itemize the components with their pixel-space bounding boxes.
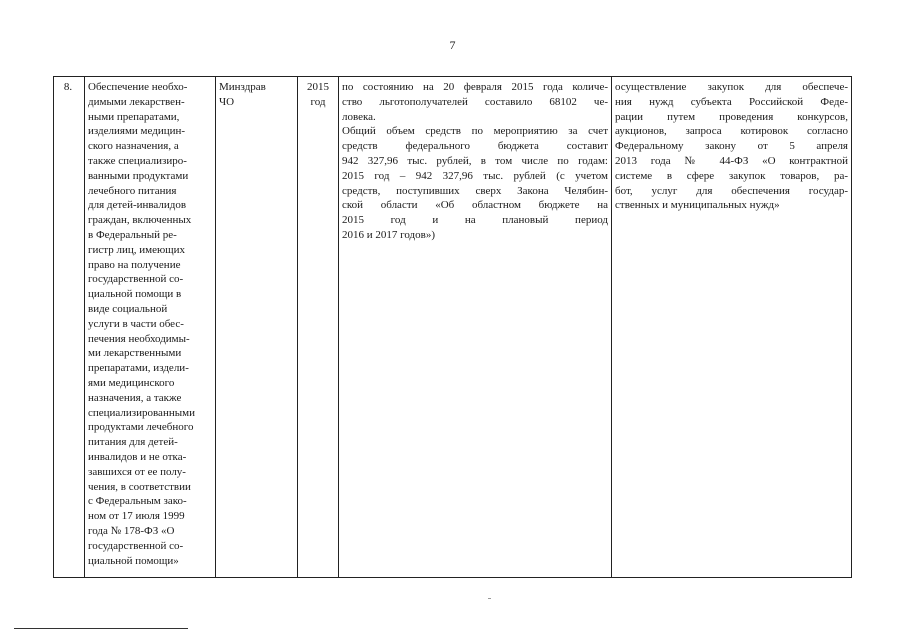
measure-name-line: с Федеральным зако- — [88, 495, 187, 508]
description-line: ской области «Об областном бюджете на — [342, 199, 608, 212]
implementation-method-line: ственных и муниципальных нужд» — [615, 199, 780, 212]
measure-name-line: государственной со- — [88, 273, 184, 286]
implementation-method-line: осуществление закупок для обеспече- — [615, 81, 848, 93]
implementation-method-cell — [612, 77, 852, 578]
row-number-cell — [54, 77, 85, 578]
measure-name-line: года № 178-ФЗ «О — [88, 524, 175, 537]
measure-name-line: ями медицинского — [88, 376, 175, 389]
measure-name-line: лечебного питания — [88, 184, 177, 197]
executor-cell — [216, 77, 298, 578]
implementation-method-line: системе в сфере закупок товаров, ра- — [615, 169, 848, 182]
measure-name-line: циальной помощи» — [88, 554, 179, 567]
description-cell — [339, 77, 612, 578]
page-number: 7 — [449, 38, 456, 52]
executor-line: ЧО — [219, 95, 235, 108]
measure-name-line: печения необходимы- — [88, 332, 190, 345]
measure-name-line: продуктами лечебного — [88, 421, 194, 434]
measure-name-line: Обеспечение необхо- — [88, 81, 188, 93]
implementation-method-line: рации путем проведения конкурсов, — [615, 110, 848, 123]
measure-name-line: в Федеральный ре- — [88, 228, 177, 241]
measure-name-line: право на получение — [88, 258, 181, 271]
description-line: Общий объем средств по мероприятию за счет — [342, 125, 608, 138]
measure-name-line: инвалидов и не отка- — [88, 450, 187, 463]
scan-artifact — [488, 598, 491, 599]
measure-name-line: специализированными — [88, 406, 195, 419]
description-line: по состоянию на 20 февраля 2015 года количе- — [342, 81, 608, 93]
measure-name-line: услуги в части обес- — [88, 317, 184, 330]
table-row — [54, 77, 852, 578]
description-line: средств, поступивших сверх Закона Челябин- — [342, 184, 608, 197]
measure-name-line: чения, в соответствии — [88, 480, 191, 493]
measure-name-line: ми лекарственными — [88, 347, 182, 360]
measure-name-line: ванными продуктами — [88, 169, 189, 182]
description-line: 2015 год и на плановый период — [342, 214, 608, 227]
measure-name-line: изделиями медицин- — [88, 125, 186, 138]
measure-name-cell — [85, 77, 216, 578]
measure-name-line: димыми лекарствен- — [88, 95, 185, 108]
description-line: 2016 и 2017 годов») — [342, 228, 436, 241]
executor-line: Минздрав — [219, 81, 266, 93]
measure-name-line: назначения, а также — [88, 391, 182, 404]
description-line: ство льготополучателей составило 68102 че- — [342, 95, 608, 108]
description-line: 2015 год – 942 327,96 тыс. рублей (с учетом — [342, 169, 608, 182]
measure-name-line: ского назначения, а — [88, 140, 179, 153]
program-table — [53, 76, 852, 578]
implementation-method-line: 2013 года № 44-ФЗ «О контрактной — [615, 154, 848, 167]
measure-name-line: циальной помощи в — [88, 288, 182, 301]
measure-name-line: завшихся от ее полу- — [88, 465, 186, 478]
footnote-divider — [14, 628, 188, 629]
period-cell — [298, 77, 339, 578]
row-number: 8. — [63, 81, 73, 93]
measure-name-line: граждан, включенных — [88, 214, 192, 227]
measure-name-line: также специализиро- — [88, 154, 187, 167]
period-line: год — [310, 95, 326, 108]
implementation-method-line: Федеральному закону от 5 апреля — [615, 140, 848, 153]
description-line: ловека. — [342, 110, 376, 123]
measure-name-line: препаратами, издели- — [88, 362, 189, 375]
measure-name-line: ными препаратами, — [88, 110, 180, 123]
description-line: средств федерального бюджета составит — [342, 140, 608, 153]
implementation-method-line: аукционов, запроса котировок согласно — [615, 125, 848, 138]
measure-name-line: государственной со- — [88, 539, 184, 552]
measure-name-line: ном от 17 июля 1999 — [88, 510, 185, 523]
measure-name-line: питания для детей- — [88, 436, 178, 449]
implementation-method-line: ния нужд субъекта Российской Феде- — [615, 95, 848, 108]
implementation-method-line: бот, услуг для обеспечения государ- — [615, 184, 848, 197]
period-line: 2015 — [307, 81, 329, 93]
description-line: 942 327,96 тыс. рублей, в том числе по годам: — [342, 154, 608, 167]
measure-name-line: виде социальной — [88, 302, 168, 315]
measure-name-line: для детей-инвалидов — [88, 199, 187, 212]
measure-name-line: гистр лиц, имеющих — [88, 243, 186, 256]
